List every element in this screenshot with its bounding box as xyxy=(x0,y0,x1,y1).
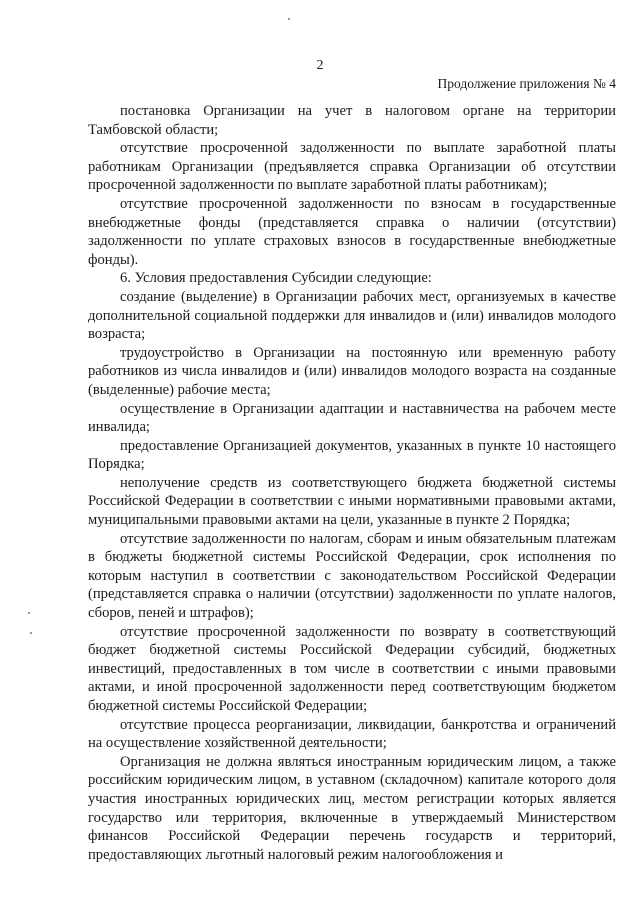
scan-artifact-dot xyxy=(28,612,30,614)
paragraph-adaptation-mentoring: осуществление в Организации адаптации и наставничества на рабочем месте инвалида; xyxy=(88,400,616,436)
paragraph-no-wage-arrears: отсутствие просроченной задолженности по выплате заработной платы работникам Организации (предъявляется справка Организации об отсутствии просроченной задолженности по выплате заработной платы работникам); xyxy=(88,140,616,194)
paragraph-no-fund-arrears: отсутствие просроченной задолженности по взносам в государственные внебюджетные фонды (представляется справка о наличии (отсутствии) задолженности по уплате страховых взносов в государственные внебюджетные фонды). xyxy=(88,195,616,268)
paragraph-tax-registration: постановка Организации на учет в налоговом органе на территории Тамбовской области; xyxy=(88,103,616,138)
scan-artifact-dot xyxy=(288,18,290,20)
scan-artifact-dot xyxy=(30,632,32,634)
appendix-continuation-header: Продолжение приложения № 4 xyxy=(437,76,616,91)
paragraph-submit-documents: предоставление Организацией документов, указанных в пункте 10 настоящего Порядка; xyxy=(88,437,616,473)
paragraph-section-6-heading: 6. Условия предоставления Субсидии следующие: xyxy=(120,270,432,287)
paragraph-no-overdue-return: отсутствие просроченной задолженности по возврату в соответствующий бюджет бюджетной системы Российской Федерации субсидий, бюджетных инвестиций, предоставленных в том числе в соответствии с иными правовыми актами, и иной просроченной задолженности перед соответствующим бюджетом бюджетной системы Российской Федерации; xyxy=(88,623,616,714)
paragraph-no-reorganization: отсутствие процесса реорганизации, ликвидации, банкротства и ограничений на осуществление хозяйственной деятельности; xyxy=(88,716,616,752)
page-number: 2 xyxy=(316,58,324,73)
document-body xyxy=(88,102,616,864)
paragraph-create-workplaces: создание (выделение) в Организации рабочих мест, организуемых в качестве дополнительной социальной поддержки для инвалидов и (или) инвалидов молодого возраста; xyxy=(88,288,616,343)
paragraph-no-tax-debt: отсутствие задолженности по налогам, сборам и иным обязательным платежам в бюджеты бюджетной системы Российской Федерации, срок исполнения по которым наступил в соответствии с законодательством Российской Федерации (представляется справка о наличии (отсутствии) задолженности по уплате налогов, сборов, пеней и штрафов); xyxy=(88,530,616,622)
paragraph-employment: трудоустройство в Организации на постоянную или временную работу работников из числа инвалидов и (или) инвалидов молодого возраста на созданные (выделенные) рабочие места; xyxy=(88,344,616,398)
paragraph-no-other-funding: неполучение средств из соответствующего бюджета бюджетной системы Российской Федерации в соответствии с иными нормативными правовыми актами, муниципальными правовыми актами на цели, указанные в пункте 2 Порядка; xyxy=(88,474,616,529)
paragraph-not-foreign-entity: Организация не должна являться иностранным юридическим лицом, а также российским юридическим лицом, в уставном (складочном) капитале которого доля участия иностранных юридических лиц, местом регистрации которых является государство или территория, включенные в утверждаемый Министерством финансов Российской Федерации перечень государств и территорий, предоставляющих льготный налоговый режим налогообложения и xyxy=(88,753,616,863)
